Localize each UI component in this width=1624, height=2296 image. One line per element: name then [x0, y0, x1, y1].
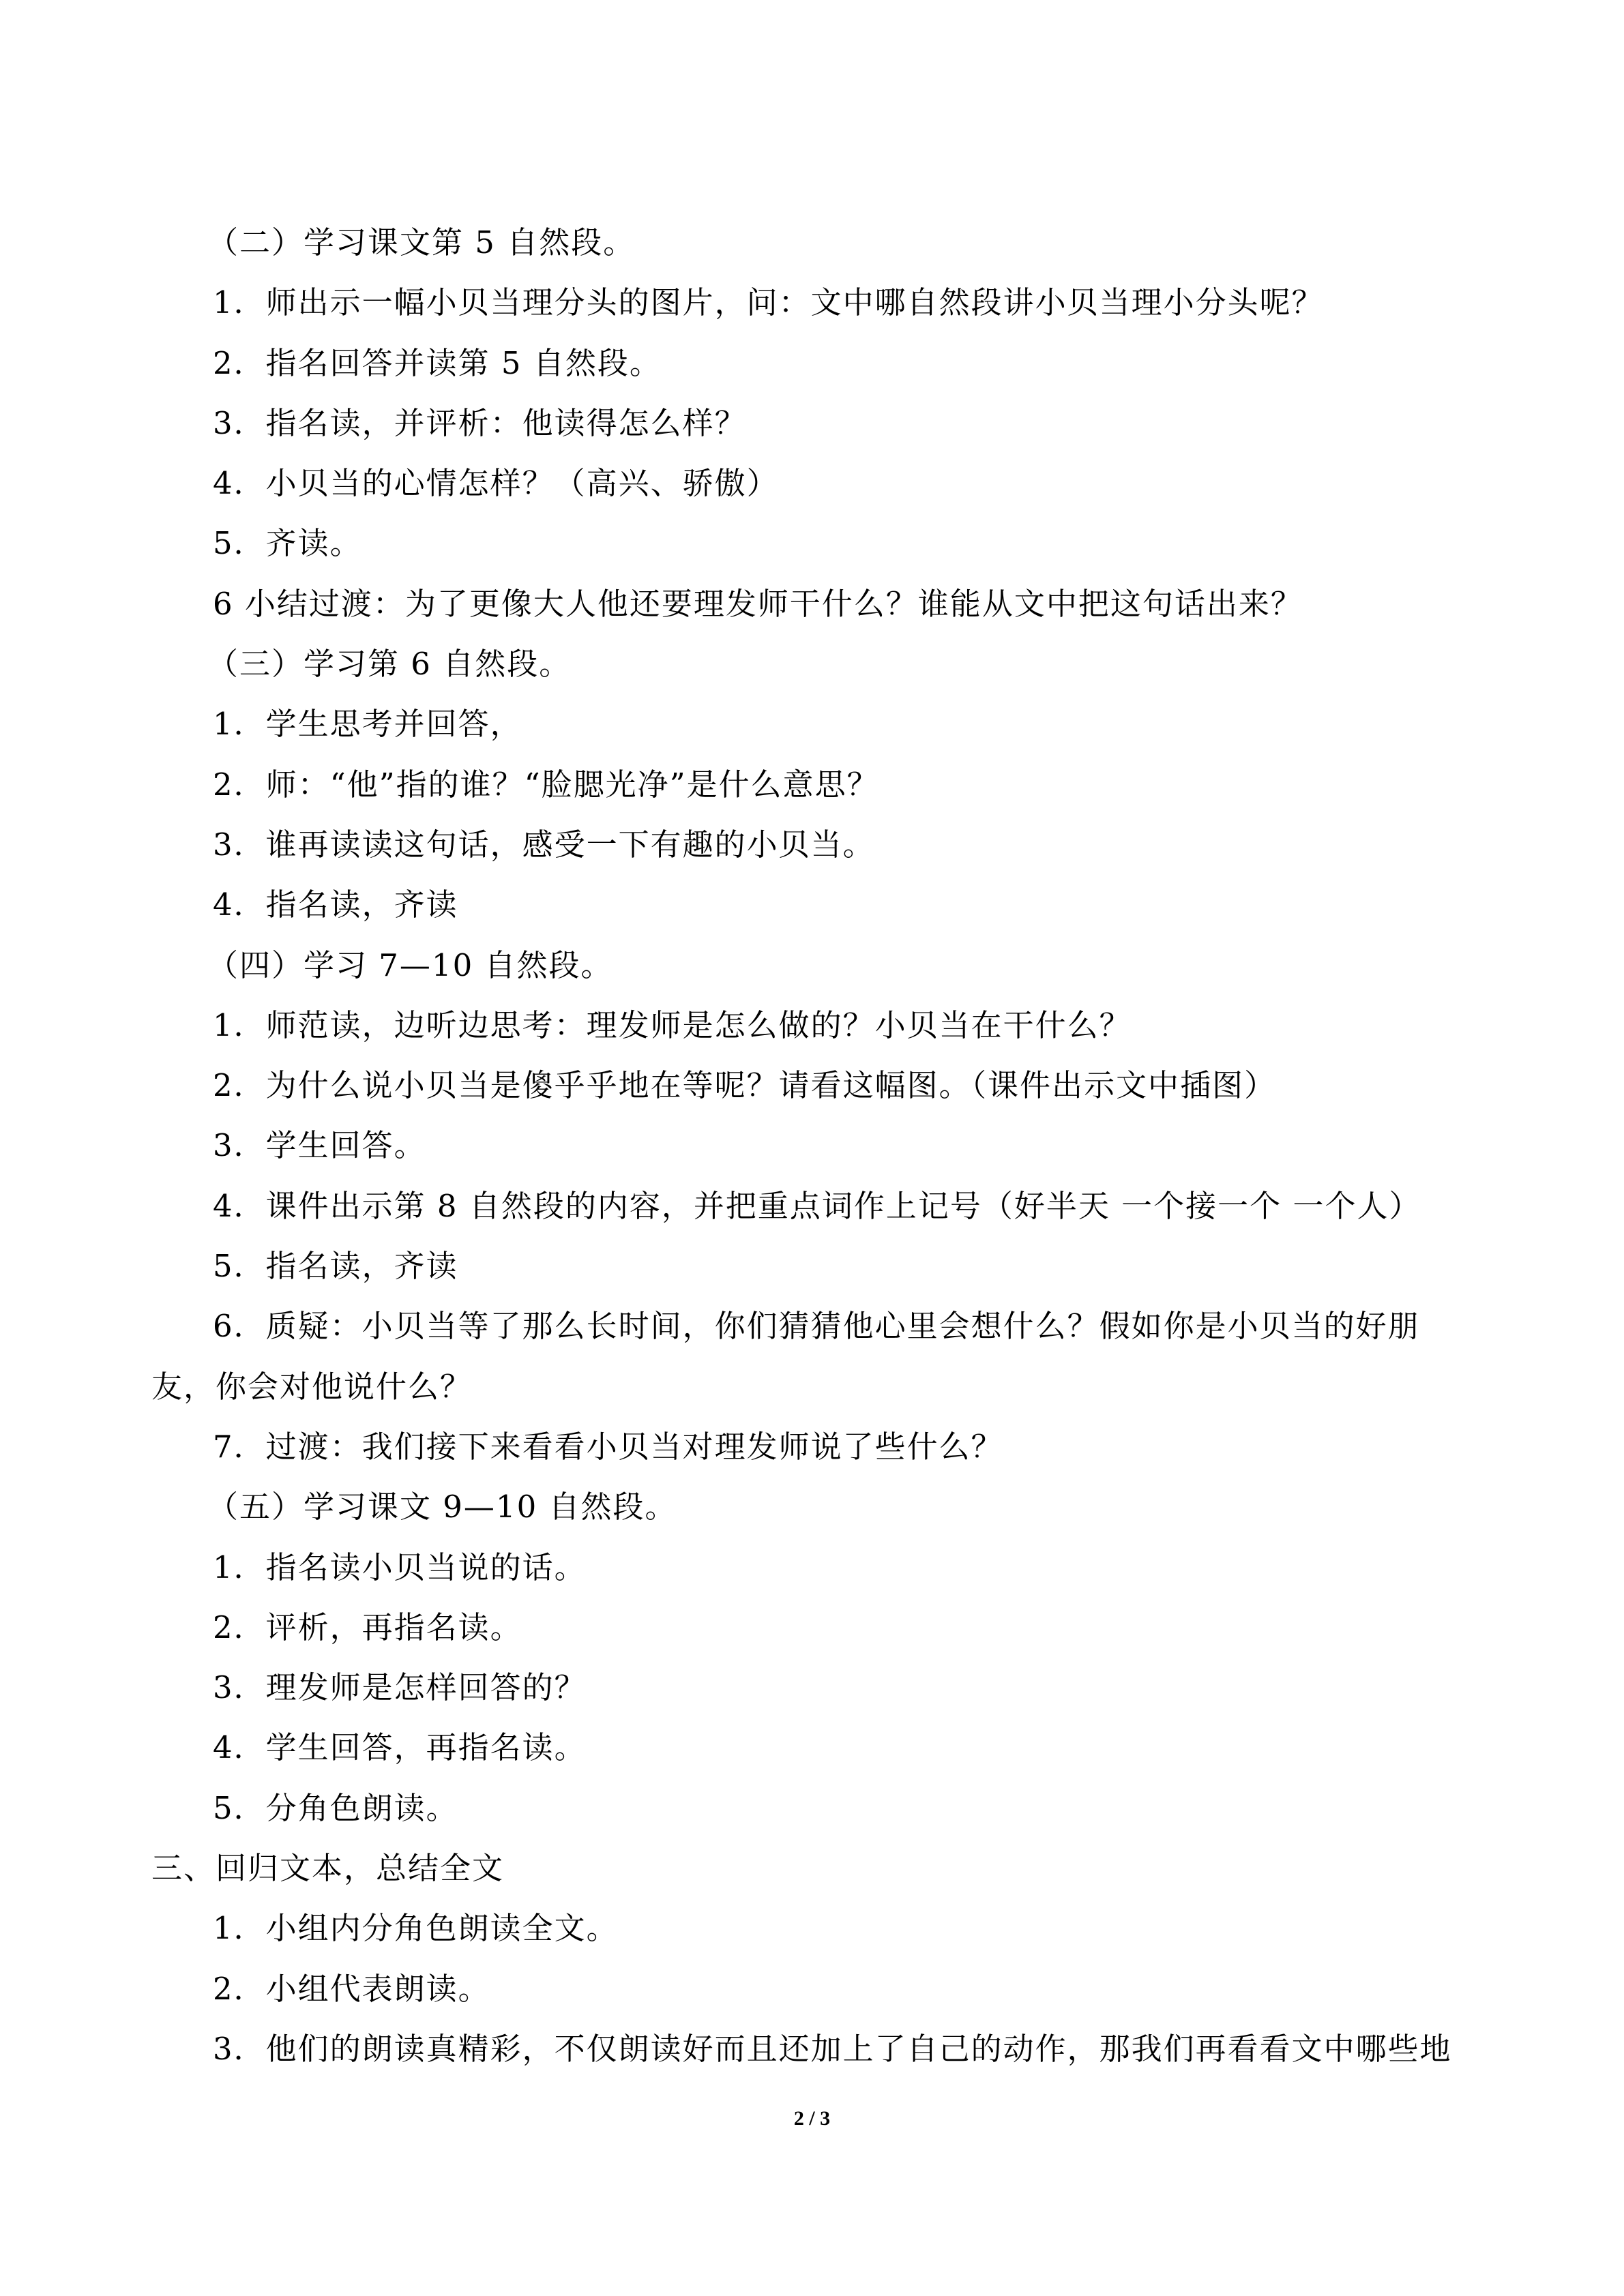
body-text: [151, 213, 1475, 2079]
section-heading: （二）学习课文第 5 自然段。: [207, 224, 636, 260]
paragraph-line: 2．评析，再指名读。: [213, 1609, 522, 1645]
paragraph-line: 3．学生回答。: [213, 1127, 426, 1164]
paragraph-line: 2．为什么说小贝当是傻乎乎地在等呢？请看这幅图。（课件出示文中插图）: [213, 1067, 1277, 1104]
paragraph-line: 6 小结过渡：为了更像大人他还要理发师干什么？谁能从文中把这句话出来？: [213, 585, 1303, 622]
section-heading: （三）学习第 6 自然段。: [207, 646, 572, 683]
paragraph-line: 3．指名读，并评析：他读得怎么样？: [213, 404, 747, 441]
paragraph-line: 1．指名读小贝当说的话。: [213, 1549, 587, 1585]
section-heading: （四）学习 7—10 自然段。: [207, 946, 613, 983]
page-number: 2 / 3: [793, 2107, 831, 2130]
paragraph-line: 5．分角色朗读。: [213, 1789, 458, 1826]
paragraph-line: 3．理发师是怎样回答的？: [213, 1669, 587, 1706]
paragraph-line: 4．学生回答，再指名读。: [213, 1729, 587, 1766]
paragraph-line: 1．师出示一幅小贝当理分头的图片，问：文中哪自然段讲小贝当理小分头呢？: [213, 284, 1324, 321]
paragraph-line: 3．他们的朗读真精彩，不仅朗读好而且还加上了自己的动作，那我们再看看文中哪些地: [213, 2030, 1452, 2067]
paragraph-line: 4．指名读，齐读: [213, 886, 458, 923]
paragraph-line: 1．小组内分角色朗读全文。: [213, 1910, 619, 1947]
paragraph-line: 7．过渡：我们接下来看看小贝当对理发师说了些什么？: [213, 1428, 1003, 1465]
paragraph-line: 6．质疑：小贝当等了那么长时间，你们猜猜他心里会想什么？假如你是小贝当的好朋: [213, 1308, 1420, 1345]
paragraph-line: 1．学生思考并回答，: [213, 706, 522, 743]
paragraph-line: 友，你会对他说什么？: [151, 1368, 473, 1405]
paragraph-line: 1．师范读，边听边思考：理发师是怎么做的？小贝当在干什么？: [213, 1007, 1132, 1043]
section-heading: （五）学习课文 9—10 自然段。: [207, 1489, 677, 1525]
paragraph-line: 2．小组代表朗读。: [213, 1970, 490, 2007]
paragraph-line: 5．指名读，齐读: [213, 1248, 458, 1285]
paragraph-line: 3．谁再读读这句话，感受一下有趣的小贝当。: [213, 826, 875, 863]
section-heading: 三、回归文本，总结全文: [151, 1850, 505, 1887]
paragraph-line: 2．指名回答并读第 5 自然段。: [213, 344, 662, 381]
paragraph-line: 4．小贝当的心情怎样？（高兴、骄傲）: [213, 465, 779, 502]
paragraph-line: 5．齐读。: [213, 525, 362, 562]
paragraph-line: 4．课件出示第 8 自然段的内容，并把重点词作上记号（好半天 一个接一个 一个人）: [213, 1187, 1421, 1224]
paragraph-line: 2．师：“他”指的谁？“脸腮光净”是什么意思？: [213, 766, 879, 803]
